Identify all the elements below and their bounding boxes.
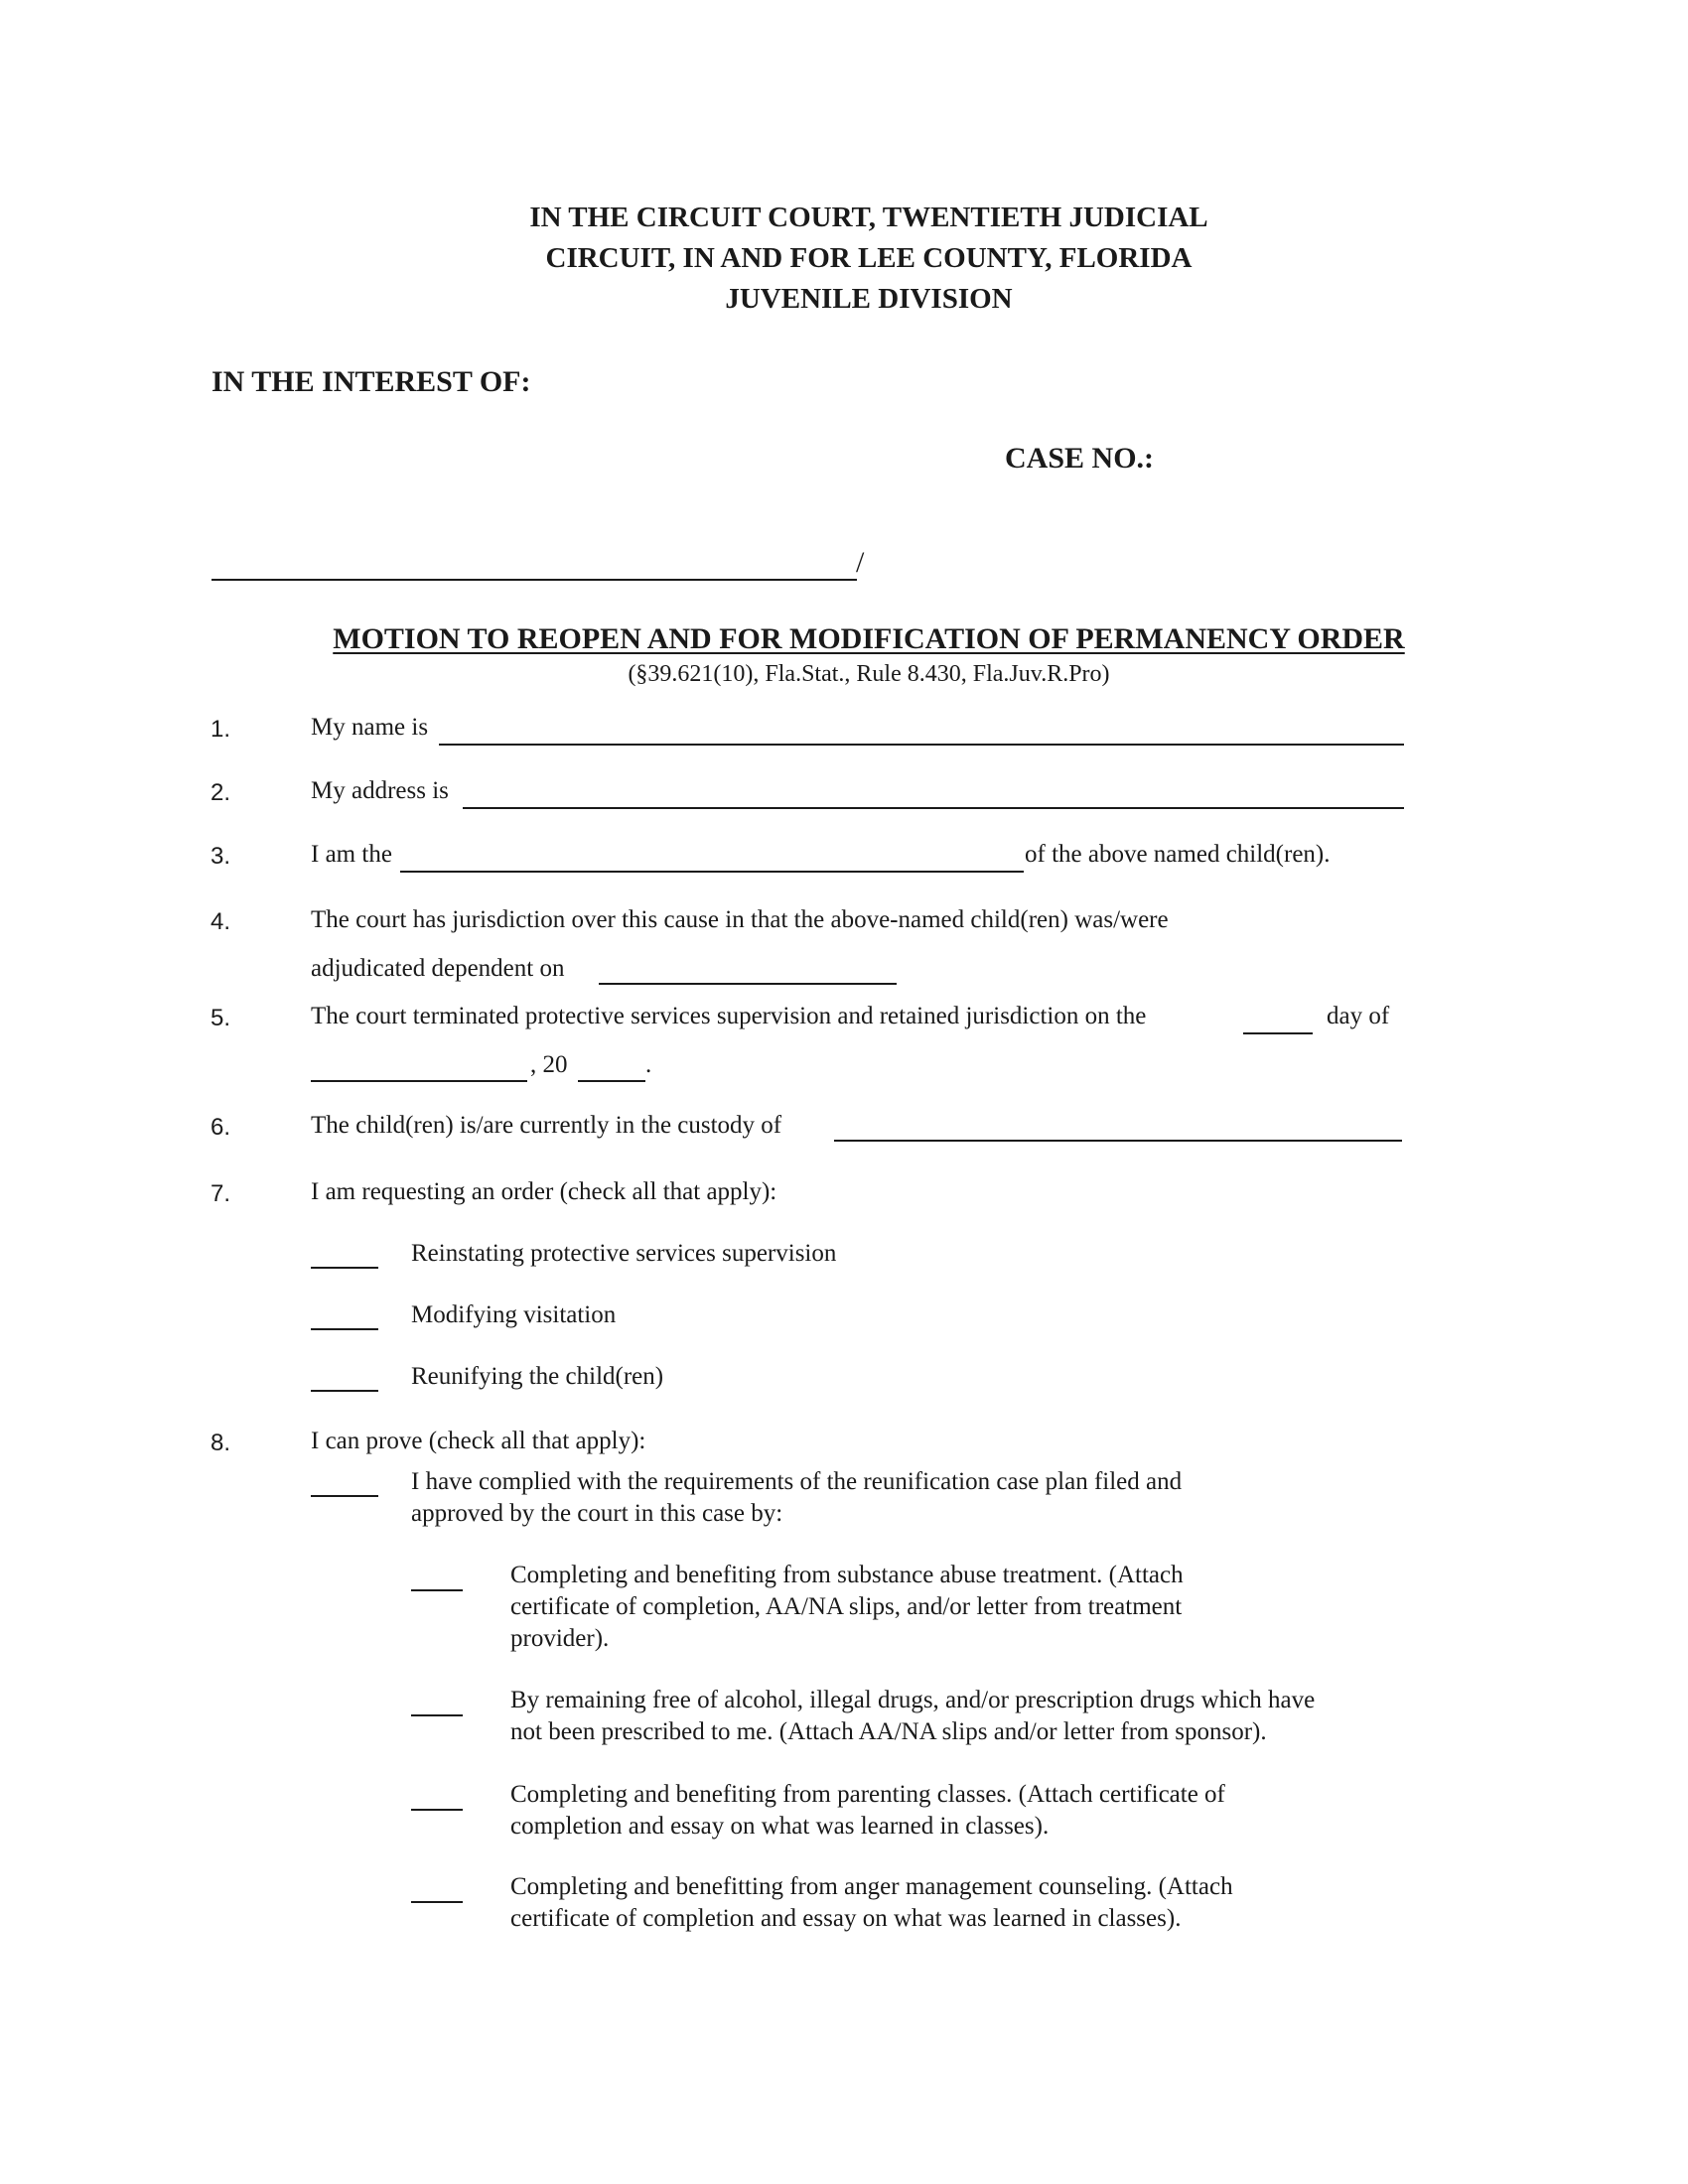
adjudication-date-blank[interactable]	[599, 983, 897, 985]
item-3-number: 3.	[211, 843, 231, 870]
item-2-number: 2.	[211, 779, 231, 806]
court-header-line-1: IN THE CIRCUIT COURT, TWENTIETH JUDICIAL	[529, 202, 1208, 233]
court-header	[0, 198, 1688, 320]
item-1-number: 1.	[211, 716, 231, 743]
item-3-text: I am the	[311, 841, 392, 868]
item-7-number: 7.	[211, 1180, 231, 1207]
caption-slash: /	[856, 546, 865, 579]
termination-year-blank[interactable]	[578, 1080, 645, 1082]
court-header-line-3: JUVENILE DIVISION	[725, 283, 1013, 315]
proof-item-3-line-2: completion and essay on what was learned in classes).	[510, 1813, 1050, 1840]
item-4-text-line-2: adjudicated dependent on	[311, 955, 565, 982]
termination-month-blank[interactable]	[311, 1080, 527, 1082]
termination-day-blank[interactable]	[1243, 1032, 1313, 1034]
interest-of-label: IN THE INTEREST OF:	[211, 365, 531, 398]
request-option-2: Modifying visitation	[411, 1301, 617, 1328]
item-8-number: 8.	[211, 1430, 231, 1456]
item-3-text-end: of the above named child(ren).	[1025, 841, 1331, 868]
proof-item-4-line-2: certificate of completion and essay on what was learned in classes).	[510, 1905, 1182, 1932]
item-7-text: I am requesting an order (check all that apply):	[311, 1178, 777, 1205]
item-5-year-prefix: , 20	[530, 1051, 568, 1078]
proof-main-text	[411, 1466, 1182, 1530]
case-number-label: CASE NO.:	[1005, 442, 1155, 475]
proof-item-4-line-1: Completing and benefitting from anger management counseling. (Attach	[510, 1873, 1233, 1900]
proof-checkbox-substance-abuse[interactable]	[411, 1589, 463, 1591]
request-checkbox-2[interactable]	[311, 1328, 378, 1330]
item-5-text: The court terminated protective services supervision and retained jurisdiction on the	[311, 1003, 1147, 1029]
statute-citation: (§39.621(10), Fla.Stat., Rule 8.430, Fla.Juv.R.Pro)	[628, 661, 1110, 687]
relationship-blank[interactable]	[400, 871, 1024, 873]
proof-item-anger-management	[510, 1871, 1233, 1935]
proof-item-sobriety	[510, 1685, 1315, 1748]
proof-item-2-line-2: not been prescribed to me. (Attach AA/NA slips and/or letter from sponsor).	[510, 1718, 1267, 1745]
item-8-text: I can prove (check all that apply):	[311, 1428, 646, 1454]
proof-checkbox-main[interactable]	[311, 1495, 378, 1497]
custody-blank[interactable]	[834, 1140, 1402, 1142]
proof-item-2-line-1: By remaining free of alcohol, illegal drugs, and/or prescription drugs which have	[510, 1687, 1316, 1713]
item-6-number: 6.	[211, 1114, 231, 1141]
proof-checkbox-sobriety[interactable]	[411, 1714, 463, 1716]
request-option-3: Reunifying the child(ren)	[411, 1363, 664, 1390]
request-checkbox-1[interactable]	[311, 1267, 378, 1269]
document-title-text: MOTION TO REOPEN AND FOR MODIFICATION OF PERMANENCY ORDER	[333, 622, 1405, 655]
item-5-day-of: day of	[1327, 1003, 1390, 1029]
proof-item-3-line-1: Completing and benefiting from parenting classes. (Attach certificate of	[510, 1781, 1225, 1808]
item-4-number: 4.	[211, 908, 231, 935]
name-blank[interactable]	[439, 744, 1404, 746]
request-option-1: Reinstating protective services supervision	[411, 1240, 837, 1267]
proof-checkbox-anger-management[interactable]	[411, 1901, 463, 1903]
proof-item-1-line-3: provider).	[510, 1625, 610, 1652]
request-checkbox-3[interactable]	[311, 1390, 378, 1392]
proof-item-parenting	[510, 1779, 1225, 1843]
item-4-text: The court has jurisdiction over this cause in that the above-named child(ren) was/were	[311, 906, 1169, 933]
item-2-text: My address is	[311, 777, 449, 804]
proof-checkbox-parenting[interactable]	[411, 1809, 463, 1811]
child-name-blank[interactable]	[211, 579, 857, 581]
item-5-number: 5.	[211, 1005, 231, 1031]
item-5-period: .	[645, 1051, 652, 1078]
proof-item-1-line-2: certificate of completion, AA/NA slips, and/or letter from treatment	[510, 1593, 1183, 1620]
address-blank[interactable]	[463, 807, 1404, 809]
proof-item-substance-abuse	[510, 1560, 1184, 1655]
proof-main-line-1: I have complied with the requirements of the reunification case plan filed and	[411, 1468, 1183, 1495]
court-header-line-2: CIRCUIT, IN AND FOR LEE COUNTY, FLORIDA	[545, 242, 1193, 274]
proof-item-1-line-1: Completing and benefiting from substance abuse treatment. (Attach	[510, 1562, 1184, 1588]
proof-main-line-2: approved by the court in this case by:	[411, 1500, 783, 1527]
document-title	[0, 622, 1688, 656]
item-6-text: The child(ren) is/are currently in the custody of	[311, 1112, 782, 1139]
item-1-text: My name is	[311, 714, 429, 741]
